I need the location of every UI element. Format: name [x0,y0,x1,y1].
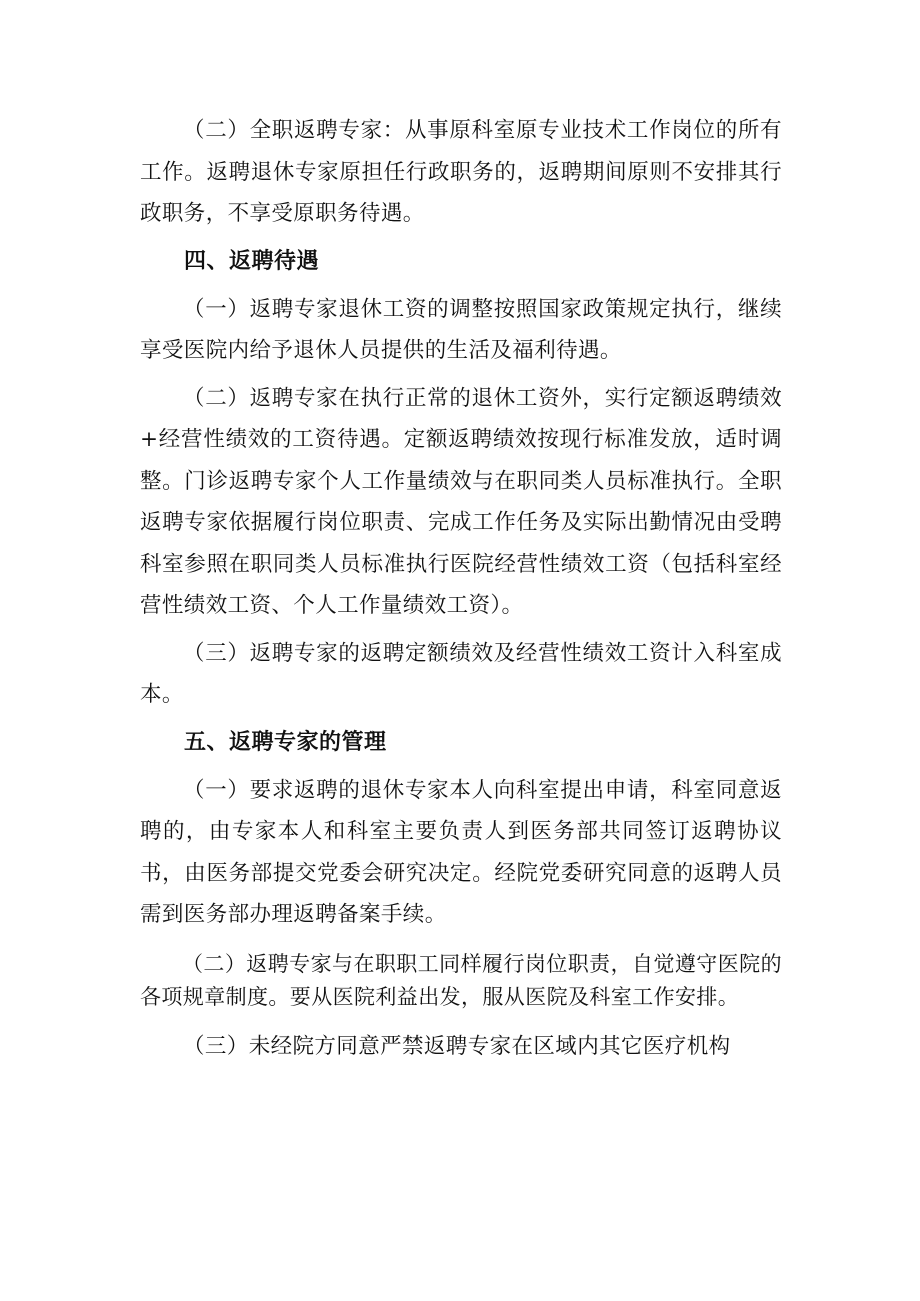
section-heading-rehire-treatment: 四、返聘待遇 [184,248,320,274]
paragraph-fulltime-expert: （二）全职返聘专家：从事原科室原专业技术工作岗位的所有工作。返聘退休专家原担任行政职务的，返聘期间原则不安排其行政职务，不享受原职务待遇。 [140,118,782,226]
paragraph-treatment-1: （一）返聘专家退休工资的调整按照国家政策规定执行，继续享受医院内给予退休人员提供的生活及福利待遇。 [140,296,782,363]
paragraph-treatment-2: （二）返聘专家在执行正常的退休工资外，实行定额返聘绩效+经营性绩效的工资待遇。定额返聘绩效按现行标准发放，适时调整。门诊返聘专家个人工作量绩效与在职同类人员标准执行。全职返聘专家依据履行岗位职责、完成工作任务及实际出勤情况由受聘科室参照在职同类人员标准执行医院经营性绩效工资（包括科室经营性绩效工资、个人工作量绩效工资）。 [140,385,782,618]
paragraph-management-3: （三）未经院方同意严禁返聘专家在区域内其它医疗机构 [183,1033,731,1059]
paragraph-management-2: （二）返聘专家与在职职工同样履行岗位职责，自觉遵守医院的各项规章制度。要从医院利益出发，服从医院及科室工作安排。 [140,951,782,1009]
document-page [140,110,782,1067]
paragraph-treatment-3: （三）返聘专家的返聘定额绩效及经营性绩效工资计入科室成本。 [140,640,782,707]
section-heading-expert-management: 五、返聘专家的管理 [184,729,387,755]
paragraph-management-1: （一）要求返聘的退休专家本人向科室提出申请，科室同意返聘的，由专家本人和科室主要负责人到医务部共同签订返聘协议书，由医务部提交党委会研究决定。经院党委研究同意的返聘人员需到医务部办理返聘备案手续。 [140,777,782,927]
